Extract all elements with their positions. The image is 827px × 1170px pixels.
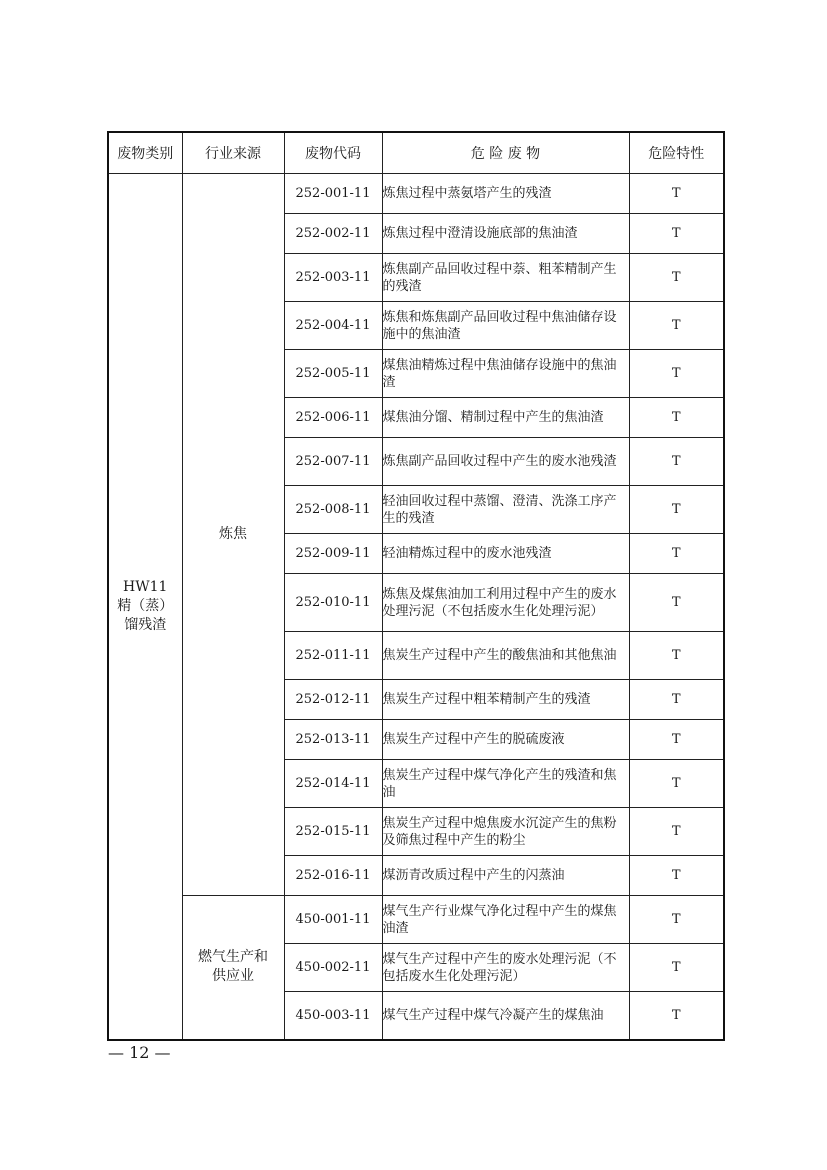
hazard-property-cell: T [629,302,724,350]
hazardous-waste-description: 炼焦过程中澄清设施底部的焦油渣 [382,214,629,254]
industry-source-label: 炼焦 [219,526,247,542]
waste-code-cell: 450-001-11 [284,896,382,944]
hazardous-waste-description: 炼焦副产品回收过程中产生的废水池残渣 [382,438,629,486]
hazardous-waste-description: 煤焦油精炼过程中焦油储存设施中的焦油渣 [382,350,629,398]
hazard-property-cell: T [629,944,724,992]
waste-category-label: 馏残渣 [124,616,167,633]
hazardous-waste-description: 煤沥青改质过程中产生的闪蒸油 [382,856,629,896]
hazard-property-cell: T [629,856,724,896]
hazard-property-cell: T [629,534,724,574]
waste-code-cell: 252-002-11 [284,214,382,254]
waste-code-cell: 252-010-11 [284,574,382,632]
waste-code-cell: 252-013-11 [284,720,382,760]
waste-code-cell: 252-016-11 [284,856,382,896]
hazardous-waste-description: 焦炭生产过程中产生的脱硫废液 [382,720,629,760]
hazard-property-cell: T [629,680,724,720]
hazardous-waste-description: 焦炭生产过程中产生的酸焦油和其他焦油 [382,632,629,680]
hazardous-waste-table [107,131,725,1041]
waste-category-label: HW11 [123,578,168,595]
table-header-row [108,132,724,174]
hazard-property-cell: T [629,350,724,398]
hazardous-waste-description: 煤焦油分馏、精制过程中产生的焦油渣 [382,398,629,438]
hazard-property-cell: T [629,992,724,1040]
industry-source-label: 供应业 [212,968,254,985]
hazard-property-cell: T [629,808,724,856]
table-body [108,174,724,1040]
waste-code-cell: 252-001-11 [284,174,382,214]
waste-code-cell: 450-003-11 [284,992,382,1040]
waste-category-label: 精（蒸） [117,597,174,614]
table-row [108,174,724,214]
hazardous-waste-description: 轻油精炼过程中的废水池残渣 [382,534,629,574]
page-number: — 12 — [108,1043,171,1062]
industry-source-cell [182,896,284,1040]
hazardous-waste-description: 炼焦过程中蒸氨塔产生的残渣 [382,174,629,214]
hazardous-waste-description: 炼焦副产品回收过程中萘、粗苯精制产生的残渣 [382,254,629,302]
hazardous-waste-description: 轻油回收过程中蒸馏、澄清、洗涤工序产生的残渣 [382,486,629,534]
industry-source-cell [182,174,284,896]
hazard-property-cell: T [629,760,724,808]
waste-code-cell: 252-005-11 [284,350,382,398]
hazard-property-cell: T [629,398,724,438]
hazard-property-cell: T [629,896,724,944]
hazard-property-cell: T [629,174,724,214]
table-row [108,896,724,944]
hazard-property-cell: T [629,632,724,680]
header-hazardous-waste: 危 险 废 物 [382,132,629,174]
header-waste-code: 废物代码 [284,132,382,174]
header-hazard-property: 危险特性 [629,132,724,174]
waste-code-cell: 450-002-11 [284,944,382,992]
hazardous-waste-description: 焦炭生产过程中熄焦废水沉淀产生的焦粉及筛焦过程中产生的粉尘 [382,808,629,856]
waste-code-cell: 252-008-11 [284,486,382,534]
hazardous-waste-description: 炼焦及煤焦油加工利用过程中产生的废水处理污泥（不包括废水生化处理污泥） [382,574,629,632]
waste-code-cell: 252-014-11 [284,760,382,808]
industry-source-label: 燃气生产和 [198,949,268,966]
waste-category-cell [108,174,182,1040]
hazardous-waste-description: 煤气生产行业煤气净化过程中产生的煤焦油渣 [382,896,629,944]
hazard-property-cell: T [629,254,724,302]
waste-code-cell: 252-012-11 [284,680,382,720]
waste-code-cell: 252-009-11 [284,534,382,574]
waste-code-cell: 252-003-11 [284,254,382,302]
hazardous-waste-description: 焦炭生产过程中粗苯精制产生的残渣 [382,680,629,720]
hazard-property-cell: T [629,574,724,632]
header-industry-source: 行业来源 [182,132,284,174]
hazard-property-cell: T [629,438,724,486]
waste-code-cell: 252-004-11 [284,302,382,350]
hazardous-waste-description: 焦炭生产过程中煤气净化产生的残渣和焦油 [382,760,629,808]
hazardous-waste-description: 煤气生产过程中煤气冷凝产生的煤焦油 [382,992,629,1040]
hazard-property-cell: T [629,486,724,534]
hazard-property-cell: T [629,214,724,254]
header-waste-category: 废物类别 [108,132,182,174]
waste-code-cell: 252-007-11 [284,438,382,486]
waste-code-cell: 252-011-11 [284,632,382,680]
hazardous-waste-description: 炼焦和炼焦副产品回收过程中焦油储存设施中的焦油渣 [382,302,629,350]
hazard-property-cell: T [629,720,724,760]
waste-code-cell: 252-015-11 [284,808,382,856]
waste-code-cell: 252-006-11 [284,398,382,438]
hazardous-waste-description: 煤气生产过程中产生的废水处理污泥（不包括废水生化处理污泥） [382,944,629,992]
